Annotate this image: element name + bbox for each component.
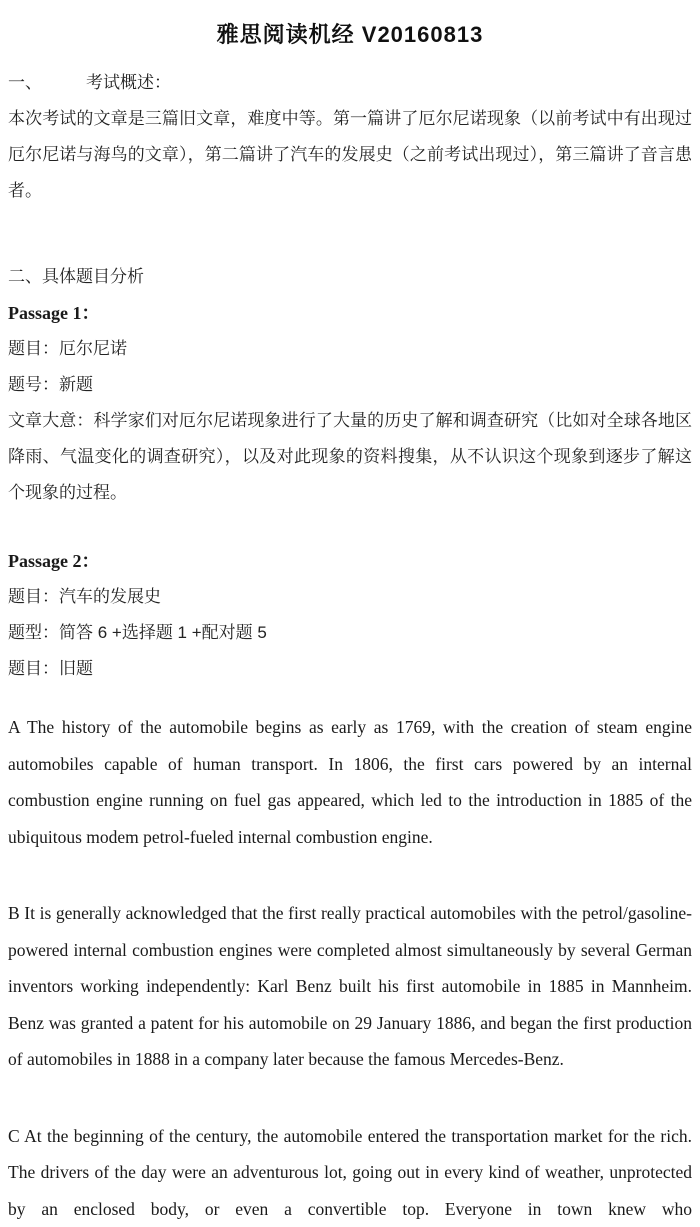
passage1-topic-line: 题目：厄尔尼诺 xyxy=(8,331,692,367)
passage2-paragraph-a: A The history of the automobile begins as early as 1769, with the creation of steam engine automobiles capable of human transport. In 1806, the first cars powered by an internal combustion engine running on fuel gas appeared, which led to the introduction in 1885 of the ubiquitous modem petrol-fueled internal combustion engine. xyxy=(8,709,692,855)
passage2-label: Passage 2： xyxy=(8,543,692,579)
passage2-paragraph-c: C At the beginning of the century, the automobile entered the transportation market for the rich. The drivers of the day were an adventurous lot, going out in every kind of weather, unprotected by an enclosed body, or even a convertible top. Everyone in town knew who xyxy=(8,1118,692,1227)
passage1-summary-line: 文章大意：科学家们对厄尔尼诺现象进行了大量的历史了解和调查研究（比如对全球各地区降雨、气温变化的调查研究），以及对此现象的资料搜集，从不认识这个现象到逐步了解这个现象的过程。 xyxy=(8,403,692,511)
passage1-label: Passage 1： xyxy=(8,295,692,331)
passage2-topic-line: 题目：汽车的发展史 xyxy=(8,579,692,615)
overview-body-text: 本次考试的文章是三篇旧文章，难度中等。第一篇讲了厄尔尼诺现象（以前考试中有出现过厄尔尼诺与海鸟的文章），第二篇讲了汽车的发展史（之前考试出现过），第三篇讲了音言患者。 xyxy=(8,101,692,209)
passage1-number-line: 题号：新题 xyxy=(8,367,692,403)
passage2-paragraph-b: B It is generally acknowledged that the first really practical automobiles with the petrol/gasoline-powered internal combustion engines were completed almost simultaneously by several German inventors working independently: Karl Benz built his first automobile in 1885 in Mannheim. Benz was granted a patent for his automobile on 29 January 1886, and began the first production of automobiles in 1888 in a company later because the famous Mercedes-Benz. xyxy=(8,895,692,1078)
document-title: 雅思阅读机经 V20160813 xyxy=(8,18,692,49)
overview-heading-row xyxy=(8,65,692,101)
overview-section-heading: 考试概述： xyxy=(86,65,171,101)
passage2-status-line: 题目：旧题 xyxy=(8,651,692,687)
overview-section-number: 一、 xyxy=(8,65,42,101)
passage2-question-types-line: 题型：简答 6 +选择题 1 +配对题 5 xyxy=(8,615,692,651)
analysis-section-heading: 二、具体题目分析 xyxy=(8,259,692,295)
